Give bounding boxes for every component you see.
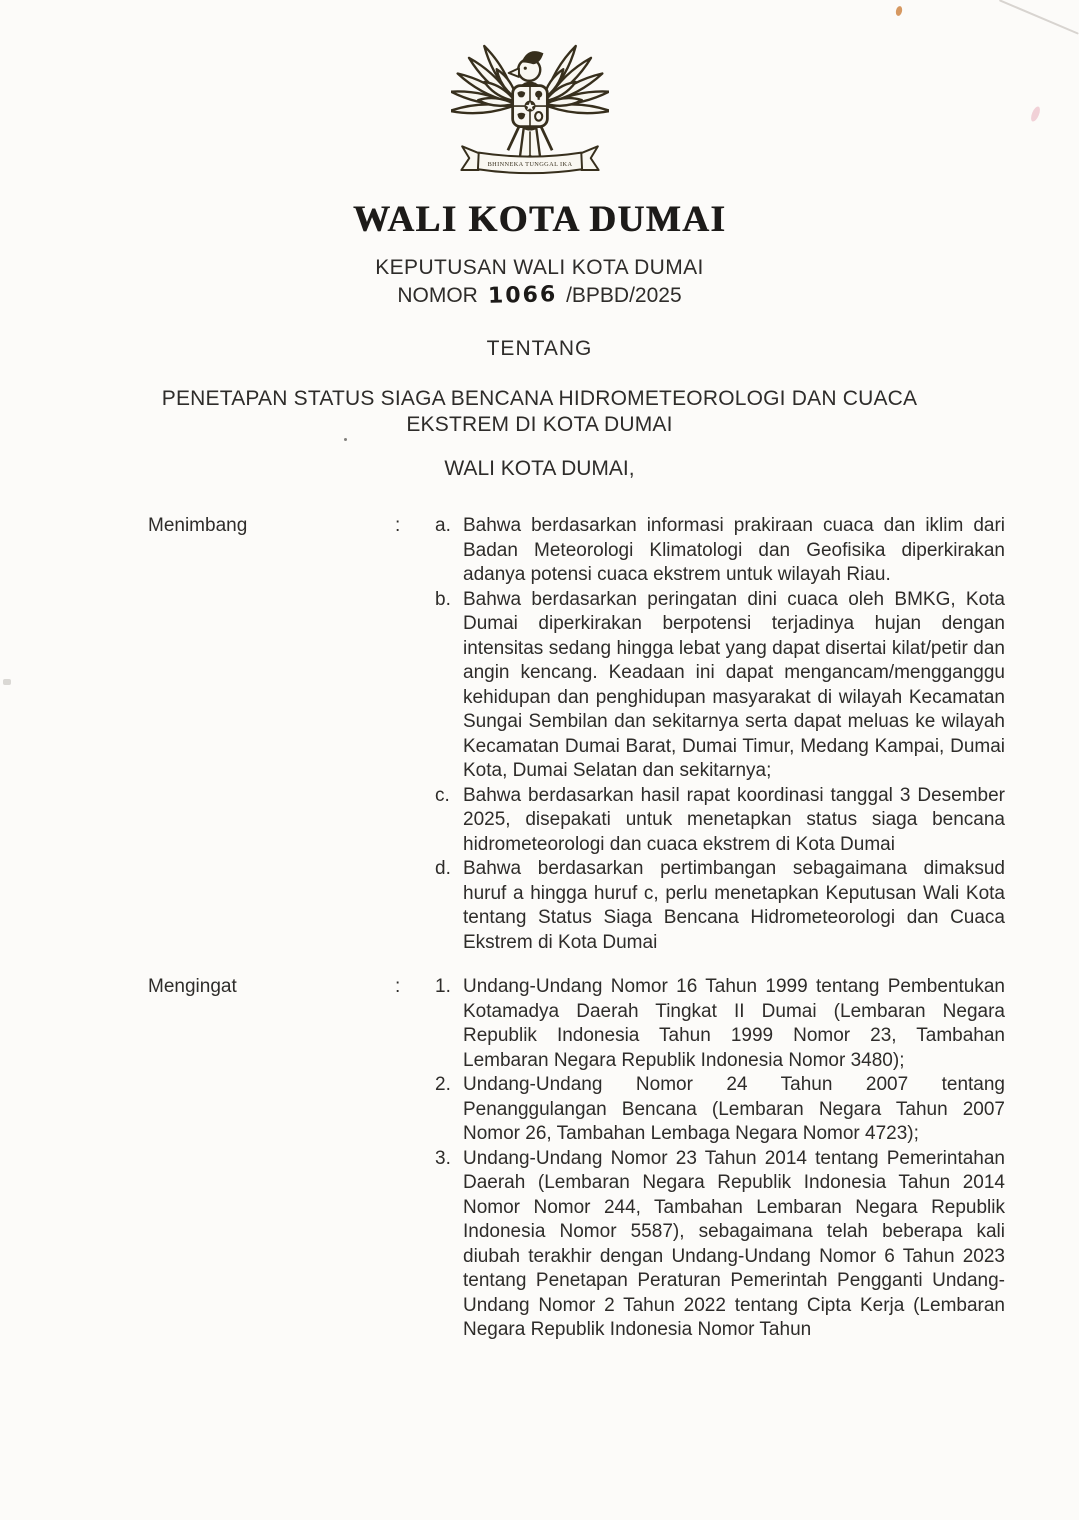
item-text: Bahwa berdasarkan pertimbangan sebagaimana dimaksud huruf a hingga huruf c, perlu menetapkan Keputusan Wali Kota tentang Status Siaga Bencana Hidrometeorologi dan Cuaca Ekstrem di Kota Dumai bbox=[463, 858, 1005, 953]
item-marker: 2. bbox=[435, 1074, 451, 1095]
legal-basis-list bbox=[435, 975, 1005, 1343]
legal-basis-item-3 bbox=[435, 1147, 1005, 1343]
item-marker: c. bbox=[435, 784, 450, 806]
scan-speck bbox=[344, 438, 347, 441]
item-marker: d. bbox=[435, 858, 451, 879]
item-text: Bahwa berdasarkan informasi prakiraan cuaca dan iklim dari Badan Meteorologi Klimatologi dan Geofisika diperkirakan adanya potensi cuaca ekstrem untuk wilayah Riau. bbox=[463, 515, 1005, 585]
item-text: Undang-Undang Nomor 23 Tahun 2014 tentang Pemerintahan Daerah (Lembaran Negara Republik Indonesia Tahun 2014 Nomor Nomor 244, Tambahan Lembaran Negara Republik Indonesia Nomor 5587), sebagaimana telah beberapa kali diubah terakhir dengan Undang-Undang Nomor 6 Tahun 2023 tentang Penetapan Peraturan Pemerintah Pengganti Undang-Undang Nomor 2 Tahun 2022 tentang Cipta Kerja (Lembaran Negara Republik Indonesia Nomor Tahun bbox=[463, 1147, 1005, 1340]
consideration-item-b bbox=[435, 588, 1005, 784]
section-colon: : bbox=[395, 976, 401, 997]
section-mengingat bbox=[148, 975, 1005, 1343]
decree-title: KEPUTUSAN WALI KOTA DUMAI bbox=[375, 256, 704, 279]
garuda-pancasila-emblem bbox=[0, 0, 1069, 190]
about-label: TENTANG bbox=[486, 337, 593, 360]
consideration-item-a bbox=[435, 514, 1005, 588]
subject-title bbox=[0, 386, 1079, 438]
item-text: Bahwa berdasarkan hasil rapat koordinasi tanggal 3 Desember 2025, disepakati untuk menetapkan status siaga bencana hidrometeorologi dan cuaca ekstrem di Kota Dumai bbox=[463, 784, 1005, 855]
number-prefix: NOMOR bbox=[397, 284, 478, 307]
scan-speck bbox=[3, 679, 11, 685]
legal-basis-item-1 bbox=[435, 975, 1005, 1073]
consideration-list bbox=[435, 514, 1005, 955]
section-label: Mengingat bbox=[148, 976, 237, 997]
number-suffix: /BPBD/2025 bbox=[566, 284, 682, 307]
item-text: Bahwa berdasarkan peringatan dini cuaca oleh BMKG, Kota Dumai diperkirakan berpotensi terjadinya hujan dengan intensitas sedang hingga lebat yang dapat disertai kilat/petir dan angin kencang. Keadaan ini dapat mengancam/mengganggu kehidupan dan penghidupan masyarakat di wilayah Kecamatan Sungai Sembilan dan sekitarnya serta dapat meluas ke wilayah Kecamatan Dumai Barat, Dumai Timur, Medang Kampai, Dumai Kota, Dumai Selatan dan sekitarnya; bbox=[463, 588, 1005, 781]
consideration-item-c bbox=[435, 784, 1005, 858]
salutation: WALI KOTA DUMAI, bbox=[444, 457, 635, 480]
subject-line-1: PENETAPAN STATUS SIAGA BENCANA HIDROMETEOROLOGI DAN CUACA bbox=[161, 387, 918, 410]
section-label: Menimbang bbox=[148, 515, 248, 536]
item-marker: 3. bbox=[435, 1147, 451, 1169]
decree-number-line bbox=[0, 283, 1079, 308]
item-marker: a. bbox=[435, 515, 451, 536]
subject-line-2: EKSTREM DI KOTA DUMAI bbox=[406, 413, 673, 436]
number-handwritten: 1066 bbox=[487, 282, 558, 309]
item-text: Undang-Undang Nomor 24 Tahun 2007 tentang Penanggulangan Bencana (Lembaran Negara Tahun 2007 Nomor 26, Tambahan Lembaga Negara Nomor 4723); bbox=[463, 1074, 1005, 1144]
decree-body bbox=[0, 514, 1079, 1343]
item-marker: 1. bbox=[435, 976, 451, 997]
emblem-banner-text: BHINNEKA TUNGGAL IKA bbox=[487, 161, 572, 169]
item-text: Undang-Undang Nomor 16 Tahun 1999 tentang Pembentukan Kotamadya Daerah Tingkat II Dumai (Lembaran Negara Republik Indonesia Tahun 1999 Nomor 23, Tambahan Lembaran Negara Republik Indonesia Nomor 3480); bbox=[463, 976, 1005, 1071]
garuda-icon bbox=[451, 13, 609, 185]
legal-basis-item-2 bbox=[435, 1073, 1005, 1147]
section-menimbang bbox=[148, 514, 1005, 955]
consideration-item-d bbox=[435, 857, 1005, 955]
authority-title: WALI KOTA DUMAI bbox=[352, 199, 727, 240]
section-colon: : bbox=[395, 515, 401, 536]
item-marker: b. bbox=[435, 588, 451, 610]
